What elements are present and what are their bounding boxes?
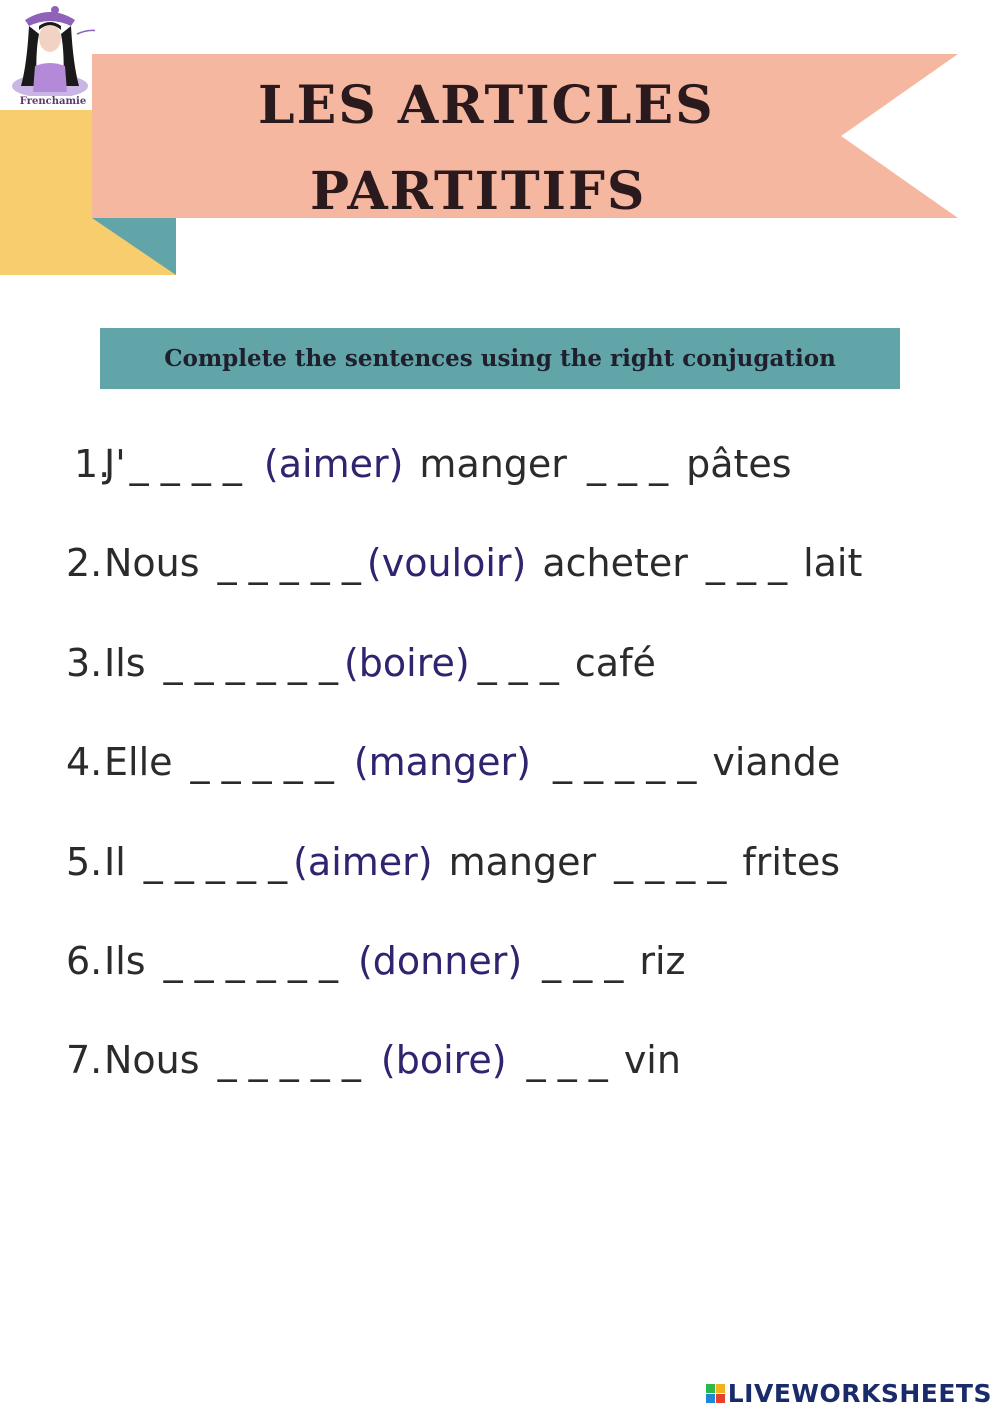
item-number: 2. [66,541,103,585]
subject: Nous [104,1038,200,1082]
answer-blank-article[interactable]: _ _ _ [586,442,669,486]
frenchamie-logo [5,4,95,108]
page-title-line-2: PARTITIFS [310,161,647,222]
brand-text: LIVEWORKSHEETS [727,1379,992,1408]
sentence-item-1 [74,442,792,492]
instruction-banner [100,328,900,389]
item-number: 6. [66,939,103,983]
noun: café [574,641,656,685]
infinitive-text: acheter [542,541,688,585]
answer-blank-verb[interactable]: _ _ _ _ _ [217,541,361,585]
noun: vin [623,1038,681,1082]
item-number: 4. [66,740,103,784]
answer-blank-verb[interactable]: _ _ _ _ _ [217,1038,361,1082]
answer-blank-verb[interactable]: _ _ _ _ [129,442,242,486]
verb-hint: (donner) [357,939,523,983]
sentence-item-5 [66,840,840,890]
item-number: 5. [66,840,103,884]
noun: lait [803,541,863,585]
answer-blank-verb[interactable]: _ _ _ _ _ [190,740,334,784]
answer-blank-article[interactable]: _ _ _ _ _ [553,740,697,784]
liveworksheets-brand [706,1379,992,1408]
answer-blank-article[interactable]: _ _ _ _ [614,840,727,884]
page-title-line-1: LES ARTICLES [258,75,715,136]
verb-hint: (aimer) [263,442,404,486]
infinitive-text: manger [419,442,567,486]
verb-hint: (boire) [380,1038,507,1082]
item-number: 7. [66,1038,103,1082]
subject: Nous [104,541,200,585]
sentence-item-4 [66,740,840,790]
noun: viande [712,740,841,784]
sentence-item-3 [66,641,656,691]
sentence-item-2 [66,541,862,591]
sentence-item-7 [66,1038,681,1088]
answer-blank-article[interactable]: _ _ _ [542,939,624,983]
subject: Ils [104,939,146,983]
liveworksheets-logo-icon [706,1384,725,1403]
subject: Il [104,840,126,884]
item-number: 1. [74,442,111,486]
noun: pâtes [686,442,792,486]
answer-blank-article[interactable]: _ _ _ [526,1038,608,1082]
avatar-icon [5,4,95,96]
noun: riz [639,939,686,983]
verb-hint: (aimer) [293,840,433,884]
answer-blank-article[interactable]: _ _ _ [477,641,559,685]
answer-blank-verb[interactable]: _ _ _ _ _ _ [163,939,338,983]
answer-blank-verb[interactable]: _ _ _ _ _ _ [163,641,338,685]
infinitive-text: manger [448,840,597,884]
logo-text: Frenchamie [19,96,87,107]
noun: frites [742,840,841,884]
answer-blank-article[interactable]: _ _ _ [705,541,788,585]
instruction-text: Complete the sentences using the right conjugation [164,345,836,372]
item-number: 3. [66,641,103,685]
subject: J' [104,442,126,486]
sentence-item-6 [66,939,685,989]
verb-hint: (vouloir) [366,541,527,585]
verb-hint: (manger) [353,740,532,784]
subject: Ils [104,641,146,685]
verb-hint: (boire) [343,641,470,685]
answer-blank-verb[interactable]: _ _ _ _ _ [143,840,288,884]
subject: Elle [104,740,173,784]
